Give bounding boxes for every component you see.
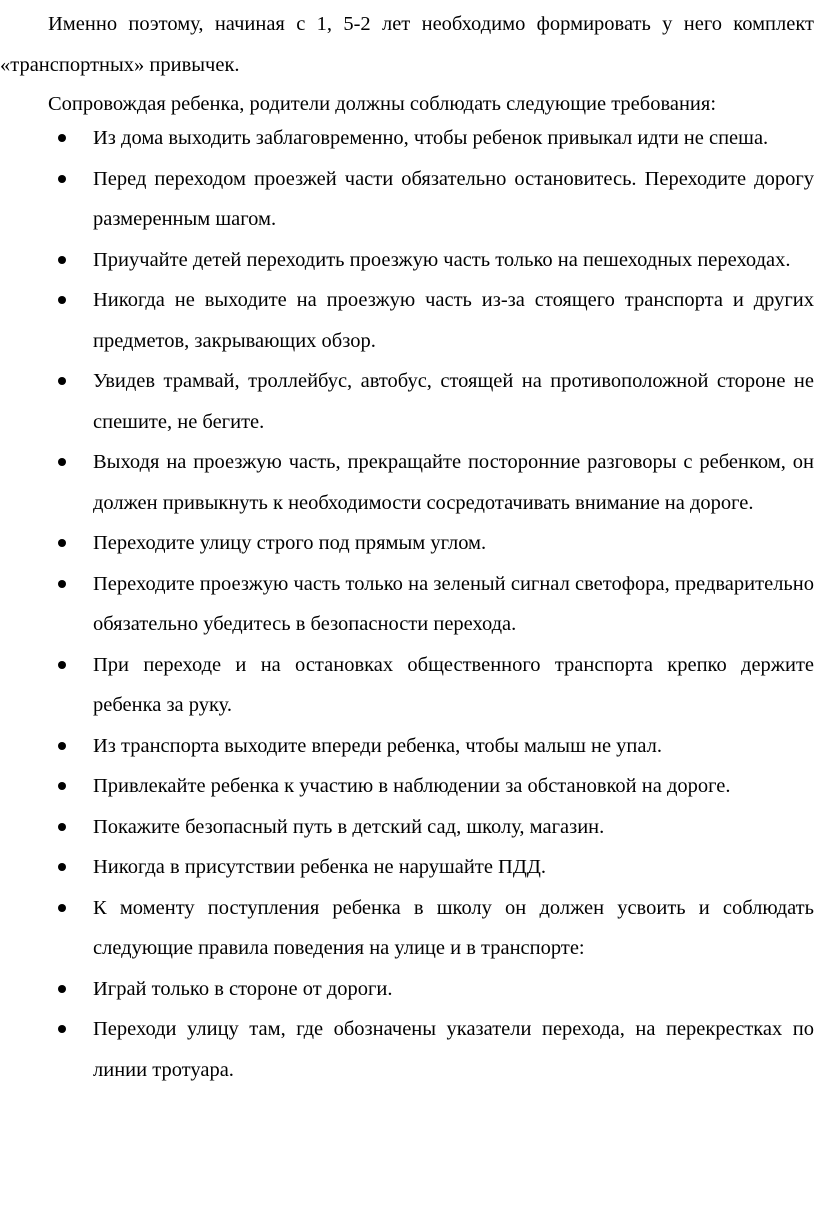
list-item-text: Играй только в стороне от дороги. [93, 977, 393, 1000]
list-item [0, 888, 816, 969]
requirements-intro-paragraph: Сопровождая ребенка, родители должны соблюдать следующие требования: [48, 93, 717, 115]
intro-paragraph: Именно поэтому, начиная с 1, 5-2 лет необходимо формировать у него комплект «транспортных» привычек. [0, 13, 814, 76]
list-item-text: Покажите безопасный путь в детский сад, школу, магазин. [93, 815, 605, 838]
bullet-icon [58, 823, 66, 831]
list-item-text: Никогда в присутствии ребенка не нарушайте ПДД. [93, 856, 546, 878]
bullet-icon [58, 863, 66, 871]
list-item-text: Никогда не выходите на проезжую часть из-за стоящего транспорта и других предметов, закрывающих обзор. [93, 289, 814, 352]
list-item-text: Переходи улицу там, где обозначены указатели перехода, на перекрестках по линии тротуара. [93, 1018, 814, 1081]
list-item [0, 118, 816, 159]
bullet-icon [58, 296, 66, 304]
bullet-icon [58, 782, 66, 790]
list-item [0, 564, 816, 645]
bullet-icon [58, 458, 66, 466]
list-item [0, 807, 816, 848]
list-item [0, 523, 816, 564]
bullet-icon [58, 377, 66, 385]
list-item-text: Увидев трамвай, троллейбус, автобус, стоящей на противоположной стороне не спешите, не бегите. [93, 370, 814, 433]
bullet-icon [58, 256, 66, 264]
bullet-icon [58, 134, 66, 142]
list-item [0, 847, 816, 888]
list-item-text: Выходя на проезжую часть, прекращайте посторонние разговоры с ребенком, он должен привыкнуть к необходимости сосредотачивать внимание на дороге. [93, 451, 814, 514]
bullet-icon [58, 742, 66, 750]
list-item [0, 1009, 816, 1090]
list-item [0, 240, 816, 281]
bullet-icon [58, 1025, 66, 1033]
list-item-text: Привлекайте ребенка к участию в наблюдении за обстановкой на дороге. [93, 775, 731, 797]
bullet-icon [58, 661, 66, 669]
list-item [0, 442, 816, 523]
bullet-icon [58, 904, 66, 912]
list-item [0, 280, 816, 361]
bullet-icon [58, 539, 66, 547]
list-item-text: Из дома выходить заблаговременно, чтобы ребенок привыкал идти не спеша. [93, 127, 769, 149]
list-item-text: Из транспорта выходите впереди ребенка, чтобы малыш не упал. [93, 734, 663, 757]
list-item-text: Переходите проезжую часть только на зеленый сигнал светофора, предварительно обязательно убедитесь в безопасности перехода. [93, 572, 814, 635]
list-item [0, 645, 816, 726]
list-item [0, 361, 816, 442]
requirements-list [0, 118, 816, 1090]
bullet-icon [58, 175, 66, 183]
list-item-text: При переходе и на остановках общественного транспорта крепко держите ребенка за руку. [93, 653, 814, 716]
bullet-icon [58, 580, 66, 588]
list-item [0, 159, 816, 240]
list-item-text: Перед переходом проезжей части обязательно остановитесь. Переходите дорогу размеренным шагом. [93, 167, 814, 230]
bullet-icon [58, 985, 66, 993]
list-item-text: Приучайте детей переходить проезжую часть только на пешеходных переходах. [93, 248, 791, 271]
list-item-text: Переходите улицу строго под прямым углом. [93, 532, 487, 554]
list-item [0, 969, 816, 1010]
list-item-text: К моменту поступления ребенка в школу он должен усвоить и соблюдать следующие правила поведения на улице и в транспорте: [93, 896, 814, 959]
list-item [0, 726, 816, 767]
list-item [0, 766, 816, 807]
